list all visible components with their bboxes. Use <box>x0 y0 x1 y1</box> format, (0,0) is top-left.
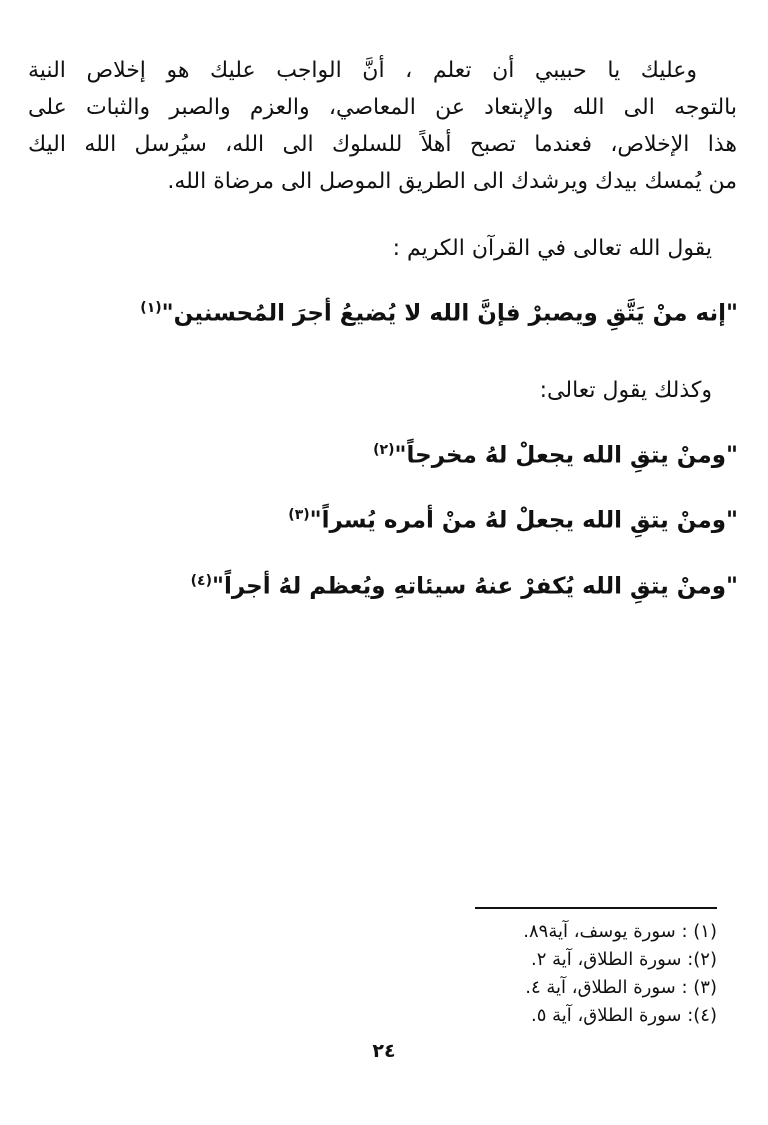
footnote-ref-4: (٤) <box>190 573 212 589</box>
second-intro-line: وكذلك يقول تعالى: <box>539 378 712 403</box>
paragraph-line: وعليك يا حبيبي أن تعلم ، أنَّ الواجب عليك هو إخلاص النية <box>28 58 697 83</box>
verse-text: "إنه منْ يَتَّقِ ويصبرْ فإنَّ الله لا يُضيعُ أجرَ المُحسنين" <box>161 300 738 327</box>
footnote-item: (٣) : سورة الطلاق، آية ٤. <box>525 977 717 998</box>
verse-text: "ومنْ يتقِ الله يجعلْ لهُ منْ أمره يُسراً" <box>309 507 738 534</box>
verse-quote-4 <box>191 573 738 600</box>
verse-quote-2 <box>373 442 738 469</box>
footnote-ref-1: (١) <box>140 300 162 316</box>
verse-quote-3 <box>288 507 738 534</box>
footnotes-block <box>523 918 717 1030</box>
footnote-ref-2: (٢) <box>373 442 395 458</box>
footnote-ref-3: (٣) <box>288 507 310 523</box>
page-number: ٢٤ <box>372 1040 396 1062</box>
verse-text: "ومنْ يتقِ الله يُكفرْ عنهُ سيئاتهِ ويُعظم لهُ أجراً" <box>211 573 738 600</box>
footnote-separator-line <box>475 907 717 909</box>
quran-intro-line: يقول الله تعالى في القرآن الكريم : <box>392 236 712 261</box>
footnote-item: (٢): سورة الطلاق، آية ٢. <box>530 949 717 970</box>
verse-quote-1 <box>140 300 738 327</box>
paragraph-line: هذا الإخلاص، فعندما تصبح أهلاً للسلوك الى الله، سيُرسل الله اليك <box>28 132 737 157</box>
paragraph-line: من يُمسك بيدك ويرشدك الى الطريق الموصل الى مرضاة الله. <box>167 169 737 194</box>
footnote-item: (١) : سورة يوسف، آية٨٩. <box>523 921 717 942</box>
opening-paragraph <box>28 52 737 200</box>
verse-text: "ومنْ يتقِ الله يجعلْ لهُ مخرجاً" <box>394 442 738 469</box>
footnote-item: (٤): سورة الطلاق، آية ٥. <box>530 1005 717 1026</box>
paragraph-line: بالتوجه الى الله والإبتعاد عن المعاصي، والعزم والصبر والثبات على <box>28 95 737 120</box>
